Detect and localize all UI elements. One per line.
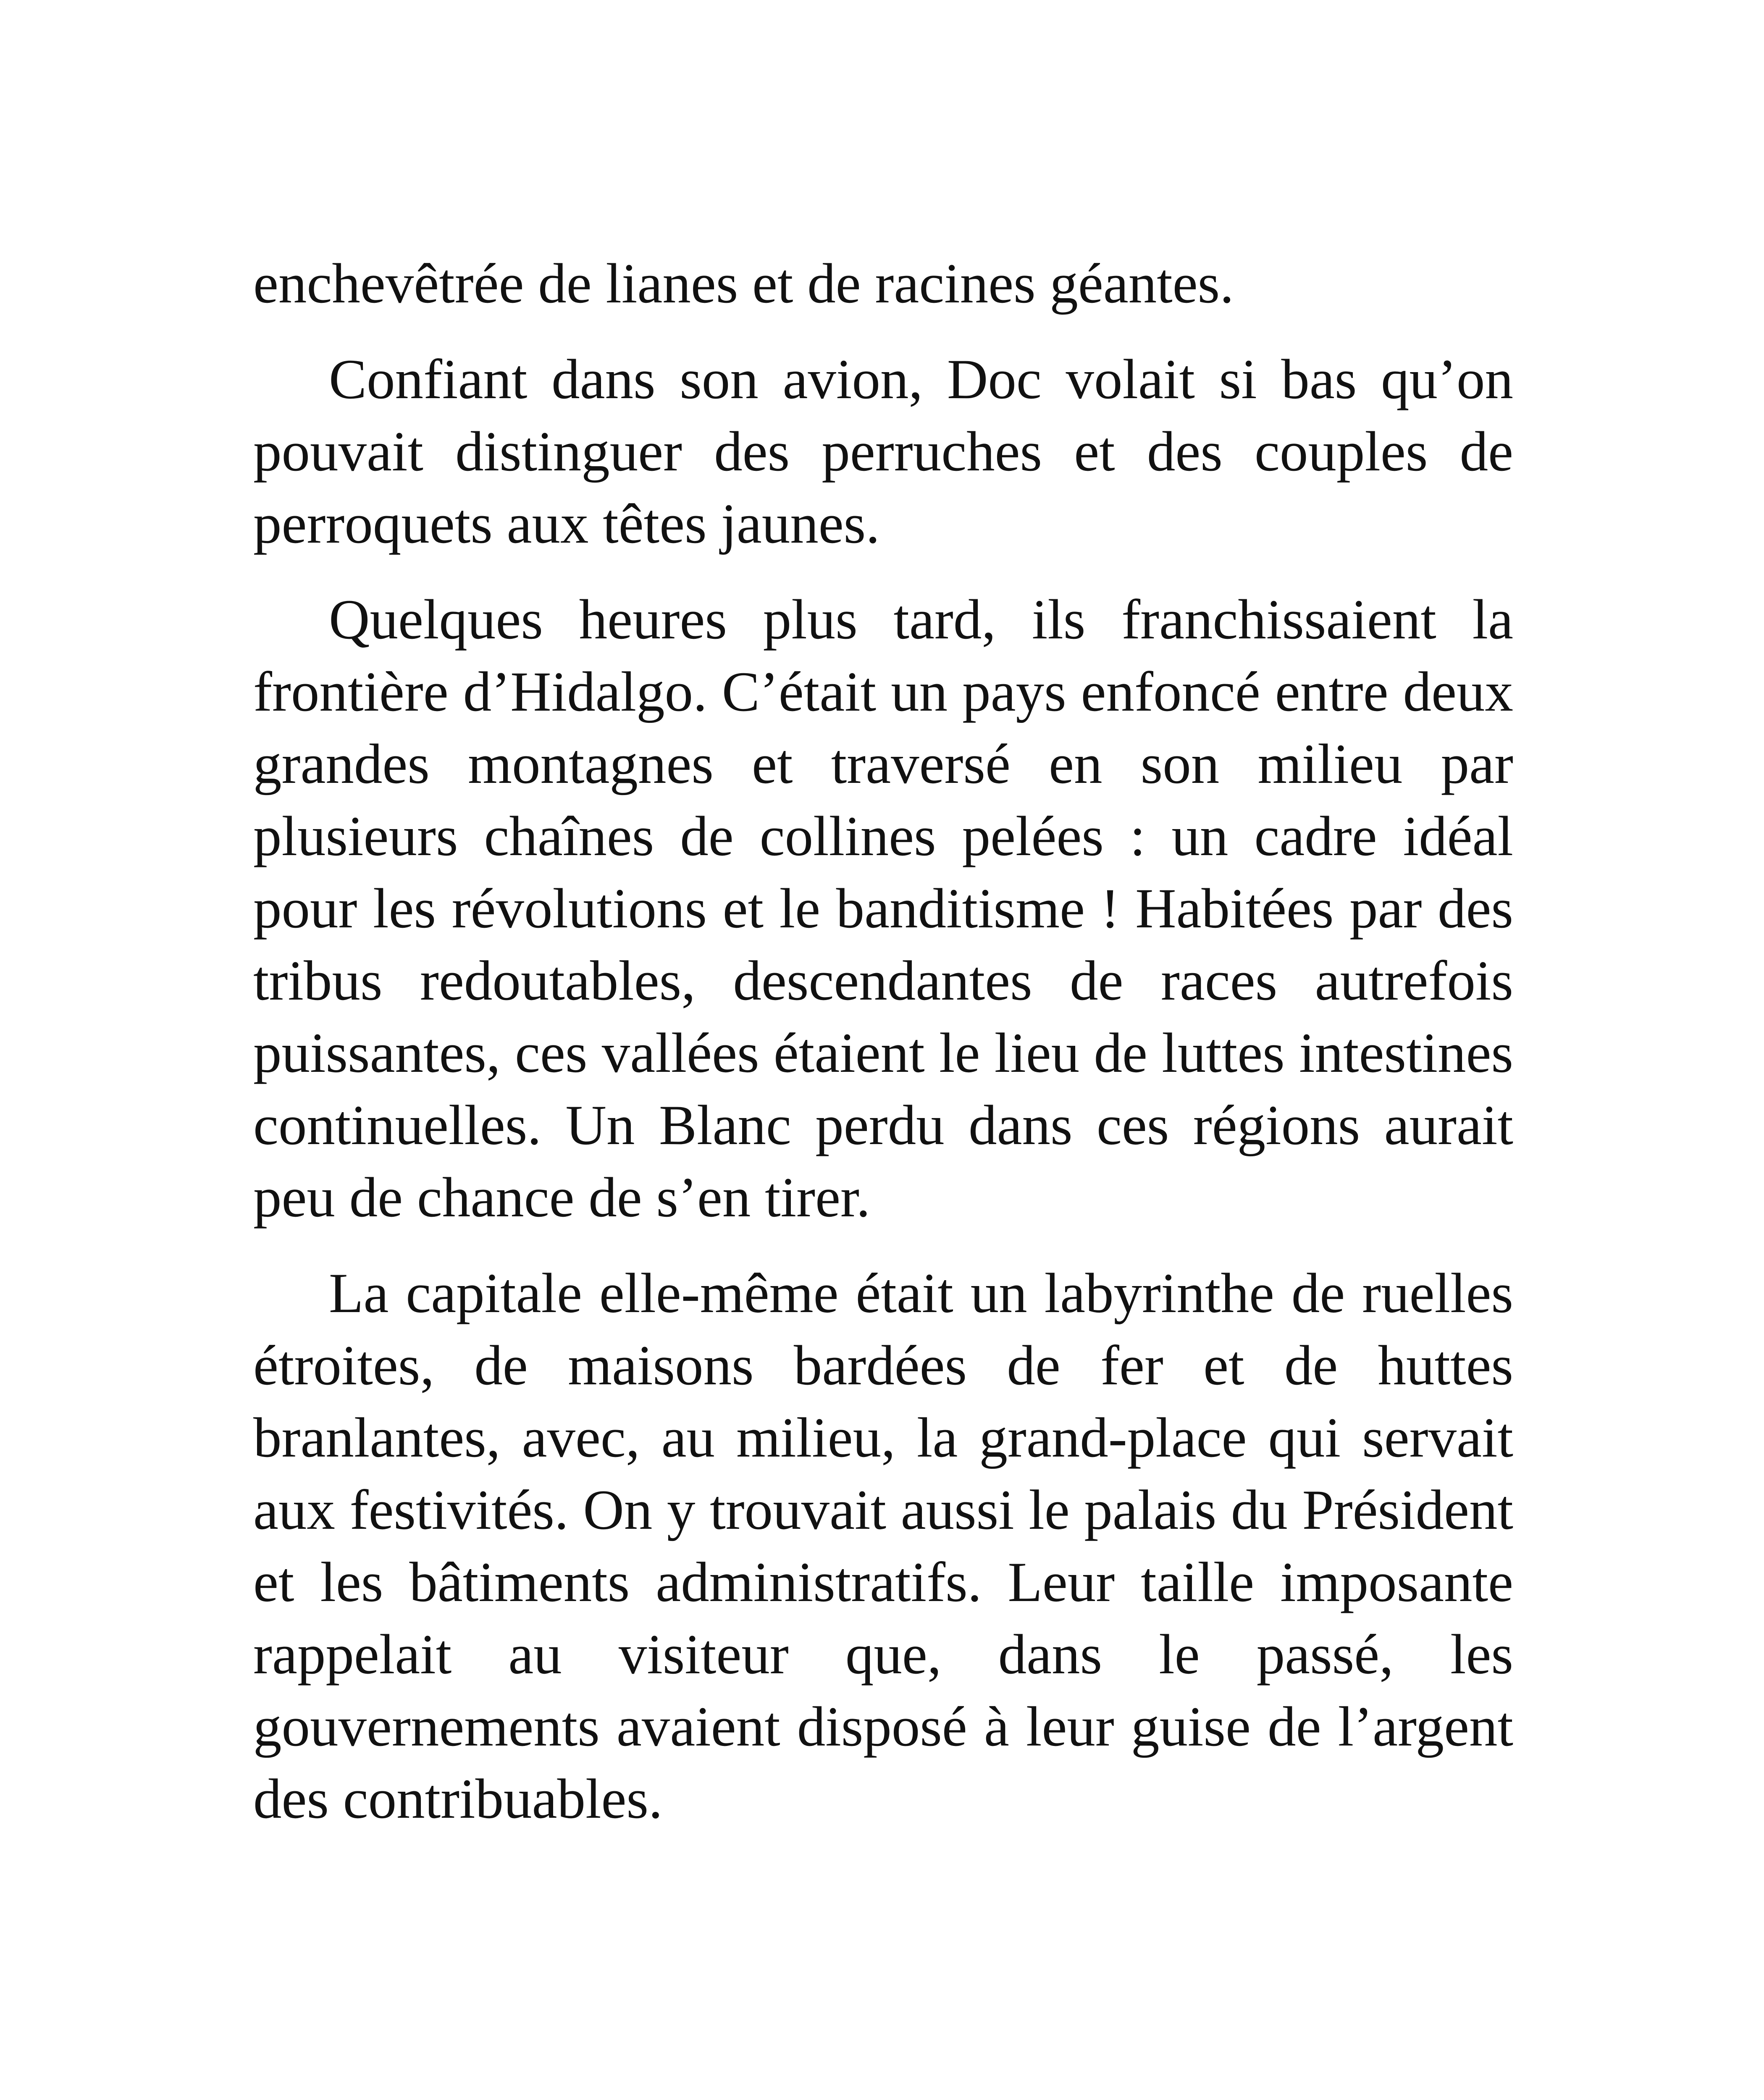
paragraph: La capitale elle-même était un labyrinthe de ruelles étroites, de maisons bardées de fer et de huttes branlantes, avec, au milieu, la grand-place qui servait aux festivités. On y trouvait aussi le palais du Président et les bâtiments administratifs. Leur taille imposante rappelait au visiteur que, dans le passé, les gouvernements avaient disposé à leur guise de l’argent des contribuables. — [253, 1262, 1513, 1830]
paragraph: enchevêtrée de lianes et de racines géantes. — [253, 252, 1234, 315]
body-text — [253, 248, 1513, 1859]
paragraph: Confiant dans son avion, Doc volait si bas qu’on pouvait distinguer des perruches et des couples de perroquets aux têtes jaunes. — [253, 348, 1513, 555]
paragraph: Quelques heures plus tard, ils franchissaient la frontière d’Hidalgo. C’était un pays enfoncé entre deux grandes montagnes et traversé en son milieu par plusieurs chaînes de collines pelées : un cadre idéal pour les révolutions et le banditisme ! Habitées par des tribus redoutables, descendantes de races autrefois puissantes, ces vallées étaient le lieu de luttes intestines continuelles. Un Blanc perdu dans ces régions aurait peu de chance de s’en tirer. — [253, 588, 1513, 1229]
